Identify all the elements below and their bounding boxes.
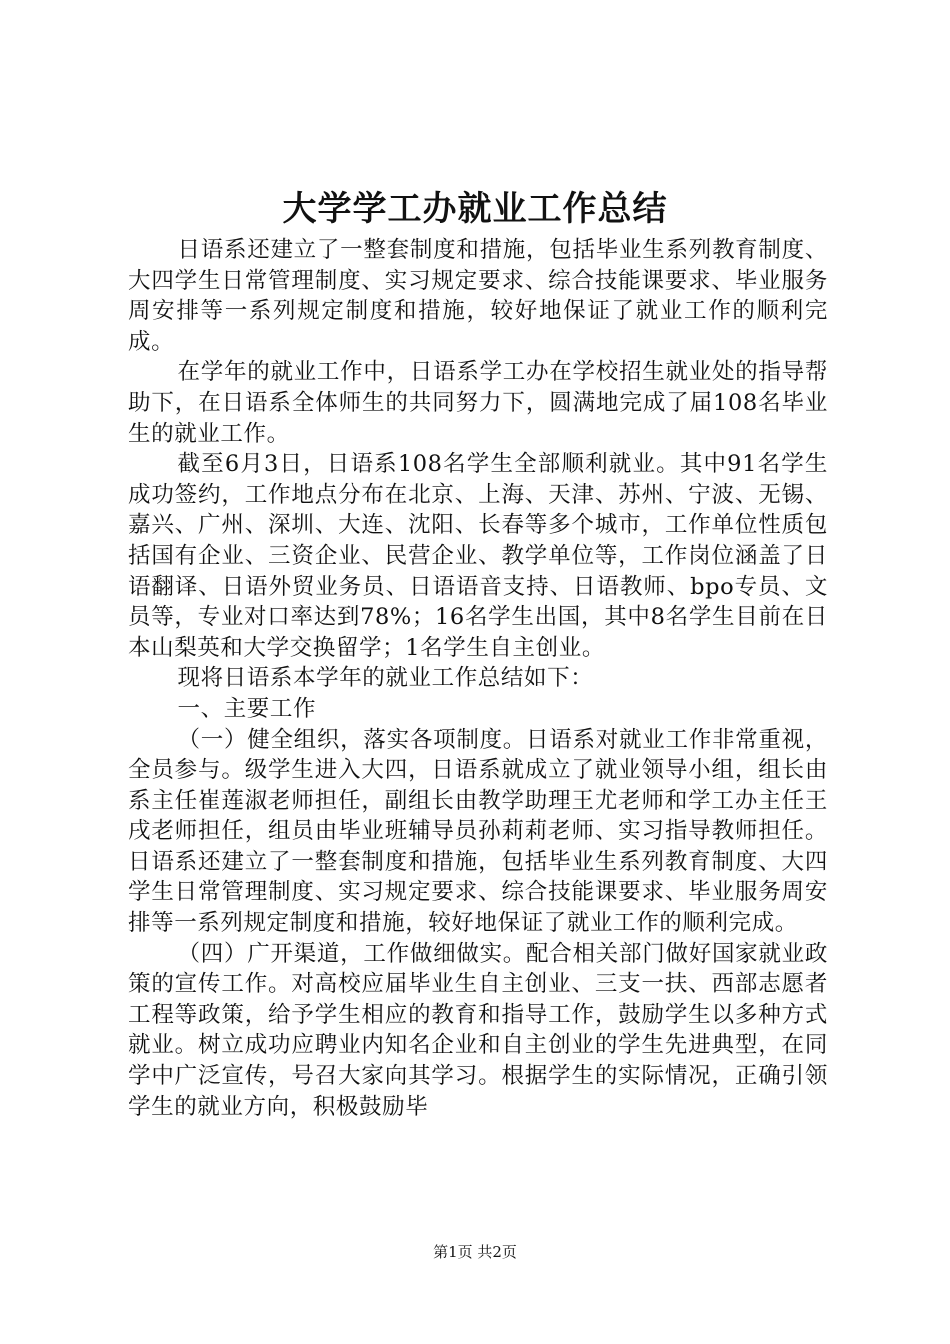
section-heading: 一、主要工作: [177, 695, 317, 722]
paragraph-3: 截至6月3日，日语系108名学生全部顺利就业。其中91名学生成功签约，工作地点分布在北京、上海、天津、苏州、宁波、无锡、嘉兴、广州、深圳、大连、沈阳、长春等多个城市，工作单位性质包括国有企业、三资企业、民营企业、教学单位等，工作岗位涵盖了日语翻译、日语外贸业务员、日语语音支持、日语教师、bpo专员、文员等，专业对口率达到78%；16名学生出国，其中8名学生目前在日本山梨英和大学交换留学；1名学生自主创业。: [128, 451, 828, 661]
document-body: [128, 235, 828, 1122]
paragraph-6: （四）广开渠道，工作做细做实。配合相关部门做好国家就业政策的宣传工作。对高校应届毕业生自主创业、三支一扶、西部志愿者工程等政策，给予学生相应的教育和指导工作，鼓励学生以多种方式就业。树立成功应聘业内知名企业和自主创业的学生先进典型，在同学中广泛宣传，号召大家向其学习。根据学生的实际情况，正确引领学生的就业方向，积极鼓励毕: [128, 940, 828, 1120]
paragraph-4: 现将日语系本学年的就业工作总结如下：: [177, 665, 594, 692]
paragraph-1: 日语系还建立了一整套制度和措施，包括毕业生系列教育制度、大四学生日常管理制度、实习规定要求、综合技能课要求、毕业服务周安排等一系列规定制度和措施，较好地保证了就业工作的顺利完成。: [128, 237, 828, 355]
document-title: 大学学工办就业工作总结: [282, 189, 668, 229]
paragraph-5: （一）健全组织，落实各项制度。日语系对就业工作非常重视，全员参与。级学生进入大四，日语系就成立了就业领导小组，组长由系主任崔莲淑老师担任，副组长由教学助理王尤老师和学工办主任王戌老师担任，组员由毕业班辅导员孙莉莉老师、实习指导教师担任。日语系还建立了一整套制度和措施，包括毕业生系列教育制度、大四学生日常管理制度、实习规定要求、综合技能课要求、毕业服务周安排等一系列规定制度和措施，较好地保证了就业工作的顺利完成。: [128, 726, 828, 937]
paragraph-2: 在学年的就业工作中，日语系学工办在学校招生就业处的指导帮助下，在日语系全体师生的共同努力下，圆满地完成了届108名毕业生的就业工作。: [128, 359, 828, 447]
page-number-footer: 第1页 共2页: [433, 1243, 517, 1261]
